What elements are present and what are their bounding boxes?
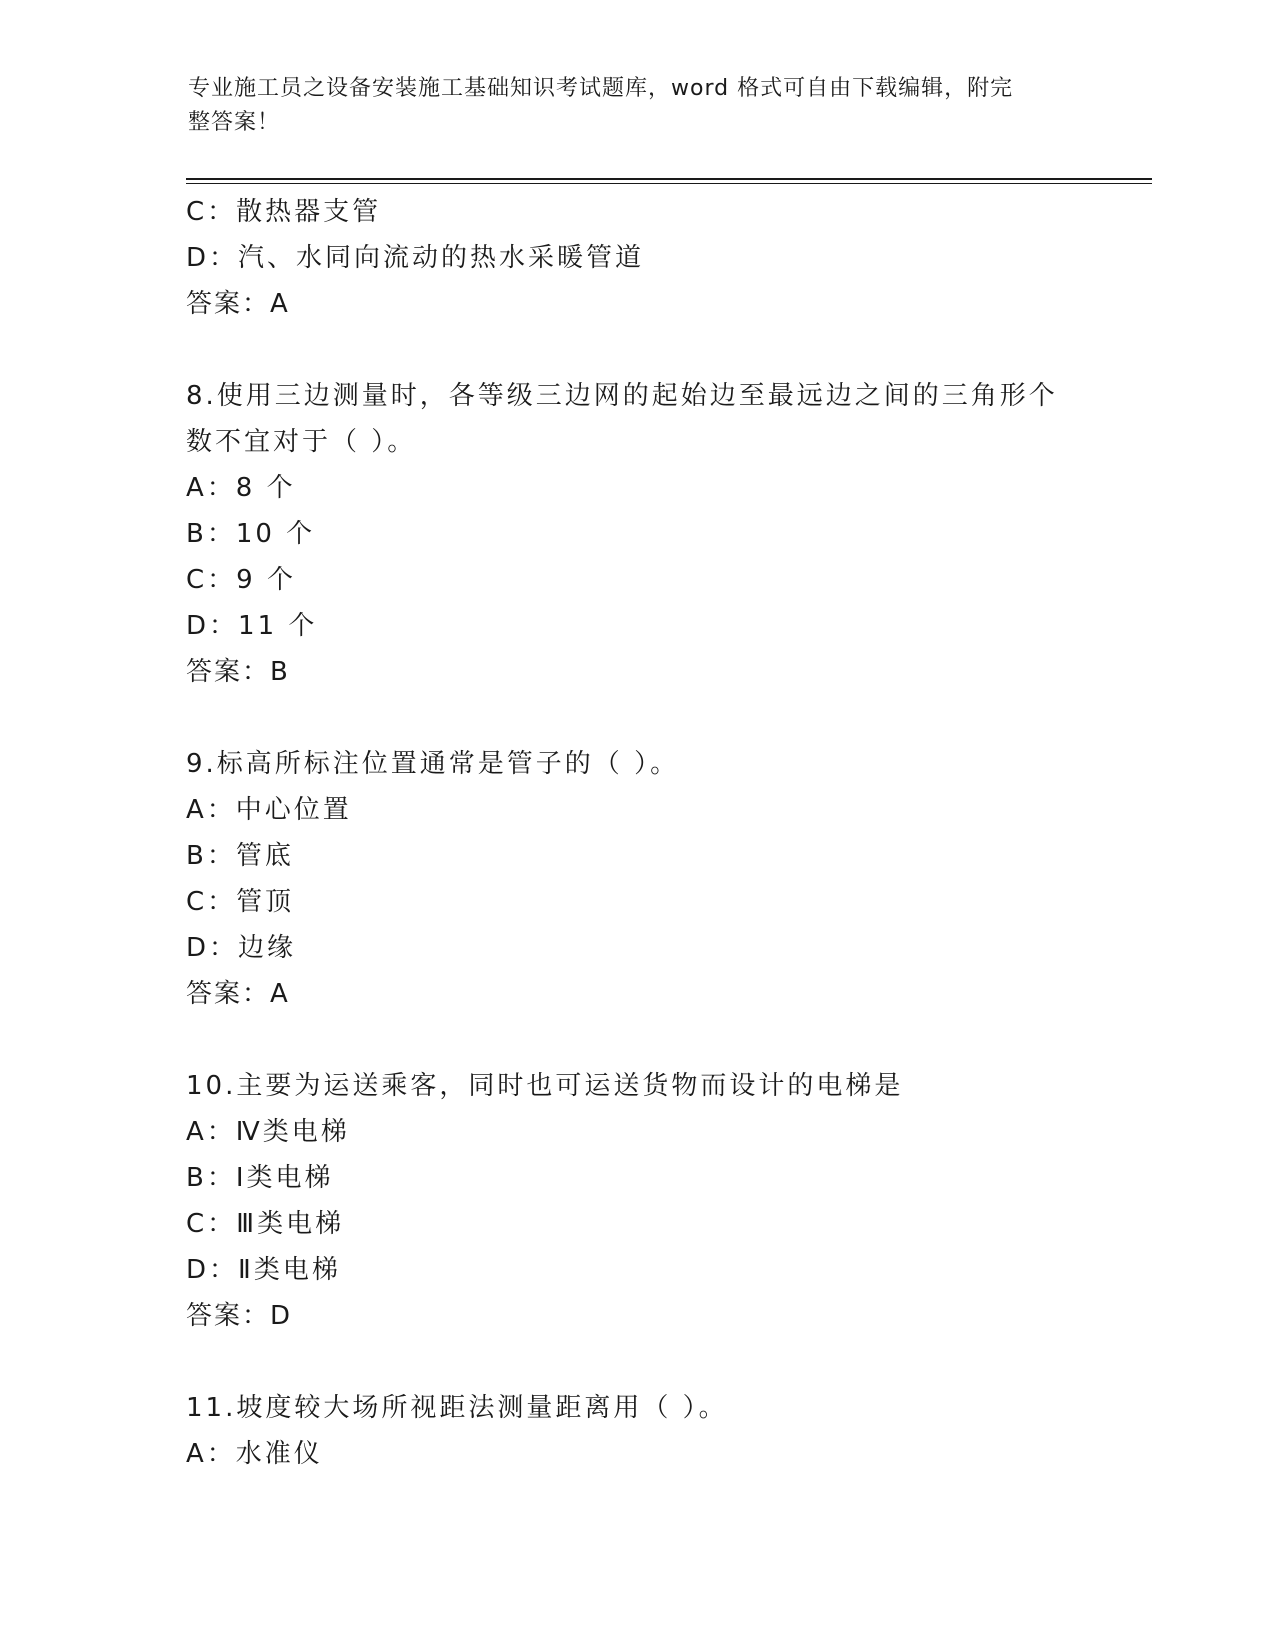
question-stem: 9.标高所标注位置通常是管子的（ ）。: [186, 749, 680, 779]
option-b: B：10 个: [186, 519, 316, 549]
option-d: D：11 个: [186, 611, 318, 641]
option-b: B：管底: [186, 841, 294, 871]
option-a: A：8 个: [186, 473, 296, 503]
option-d: D：边缘: [186, 933, 297, 963]
question-stem: 10.主要为运送乘客，同时也可运送货物而设计的电梯是: [186, 1071, 904, 1101]
question-10: [186, 1063, 1086, 1339]
option-a: A：中心位置: [186, 795, 352, 825]
document-header: [188, 72, 1068, 140]
header-rule-thick: [186, 178, 1152, 180]
option-a: A：Ⅳ类电梯: [186, 1117, 350, 1147]
option-d: D：汽、水同向流动的热水采暖管道: [186, 243, 645, 273]
question-stem-cont: 数不宜对于（ ）。: [186, 427, 417, 457]
question-8: [186, 373, 1086, 695]
answer: 答案：B: [186, 657, 290, 687]
header-rule-thin: [186, 183, 1152, 184]
header-line-2: 整答案！: [188, 110, 281, 135]
question-stem: 11.坡度较大场所视距法测量距离用（ ）。: [186, 1393, 728, 1423]
question-11: [186, 1385, 1086, 1477]
answer: 答案：A: [186, 979, 290, 1009]
option-a: A：水准仪: [186, 1439, 323, 1469]
header-line-1: 专业施工员之设备安装施工基础知识考试题库，word 格式可自由下载编辑，附完: [188, 76, 1014, 101]
option-b: B：Ⅰ类电梯: [186, 1163, 334, 1193]
option-d: D：Ⅱ类电梯: [186, 1255, 341, 1285]
answer: 答案：D: [186, 1301, 293, 1331]
question-7: [186, 189, 1086, 327]
answer: 答案：A: [186, 289, 290, 319]
option-c: C：管顶: [186, 887, 295, 917]
option-c: C：9 个: [186, 565, 296, 595]
option-c: C：Ⅲ类电梯: [186, 1209, 345, 1239]
question-9: [186, 741, 1086, 1017]
question-stem: 8.使用三边测量时，各等级三边网的起始边至最远边之间的三角形个: [186, 381, 1058, 411]
option-c: C：散热器支管: [186, 197, 382, 227]
question-list: [186, 189, 1086, 1477]
